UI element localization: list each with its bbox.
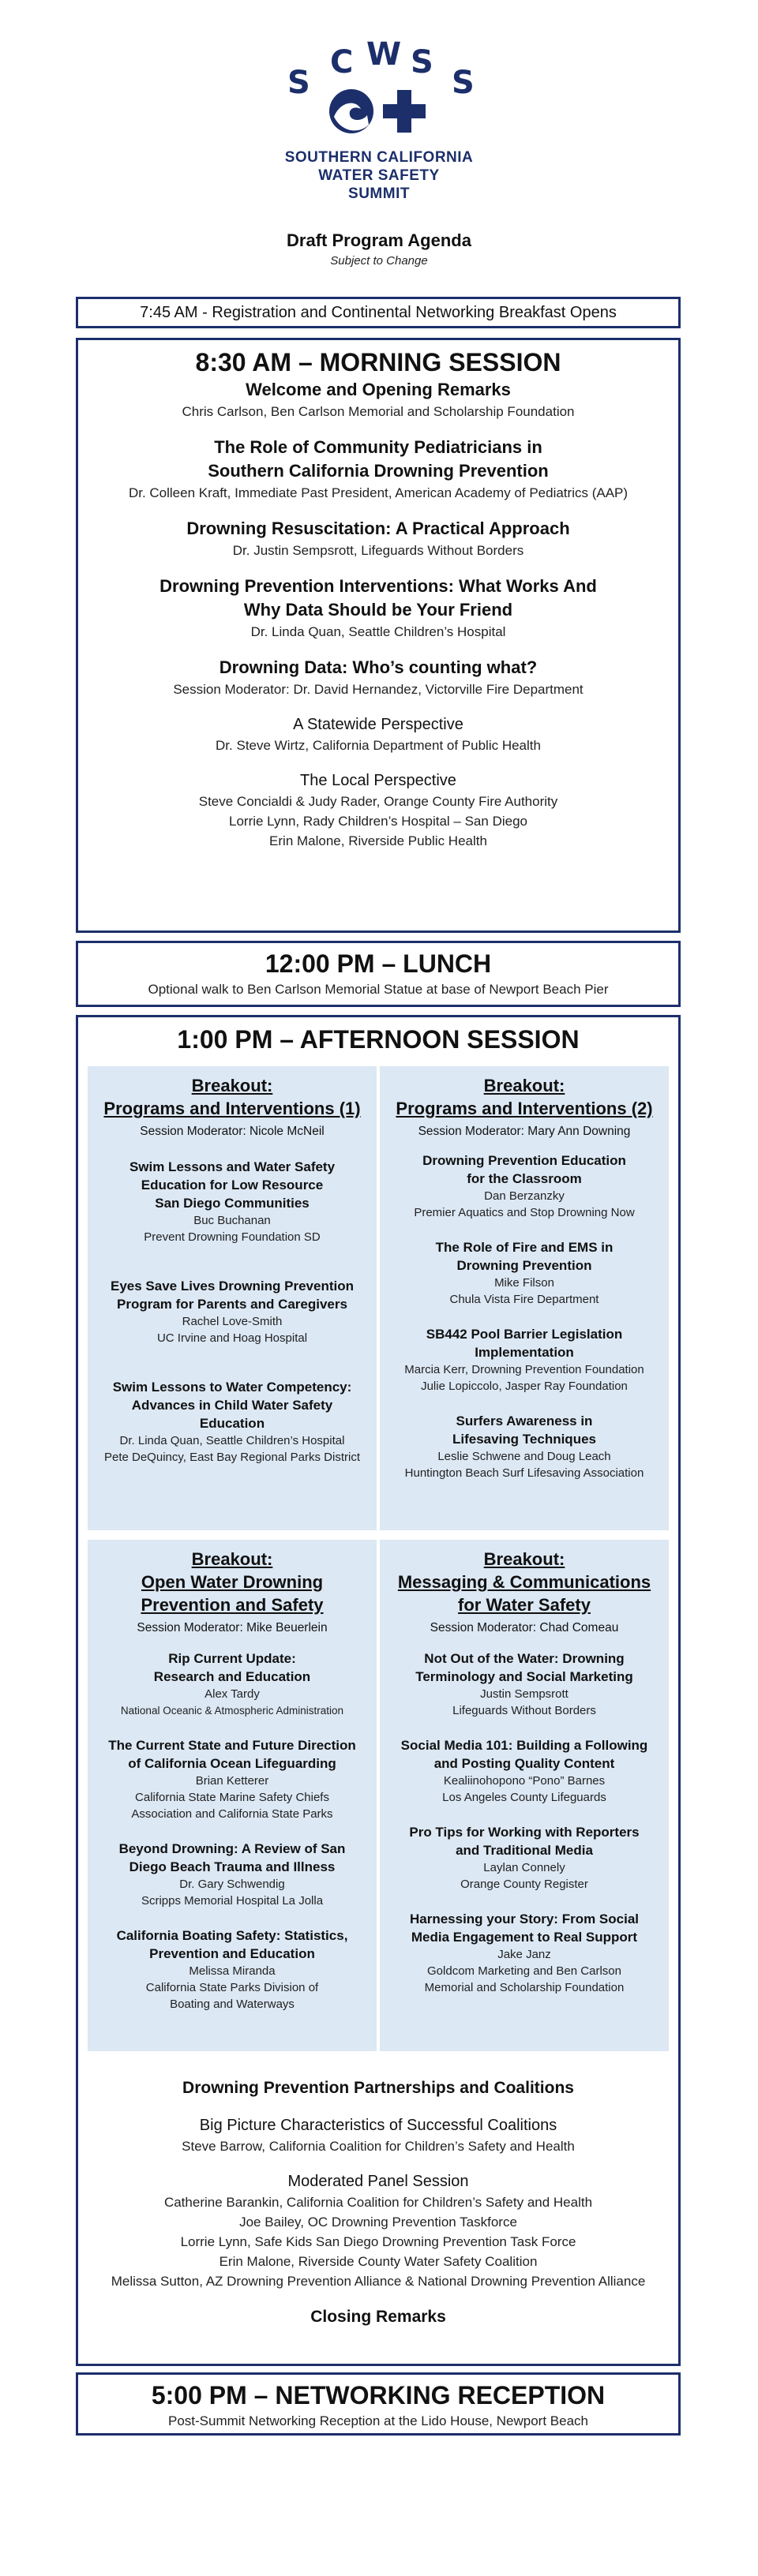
panel-talk-title: Beyond Drowning: A Review of San	[118, 1841, 346, 1856]
panel-talk-title: Advances in Child Water Safety	[131, 1398, 333, 1413]
panel-heading: Breakout:	[483, 1076, 565, 1095]
reception-session	[76, 2372, 681, 2436]
panel-speaker: Leslie Schwene and Doug Leach	[437, 1450, 611, 1463]
talk-speaker: Dr. Linda Quan, Seattle Children’s Hospital	[250, 624, 506, 639]
panel-talk-title: Pro Tips for Working with Reporters	[409, 1825, 640, 1840]
talk-speaker: Catherine Barankin, California Coalition for Children’s Safety and Health	[163, 2195, 593, 2210]
talk-speaker: Lorrie Lynn, Safe Kids San Diego Drowning Prevention Task Force	[180, 2234, 576, 2249]
panel-talk-title: Drowning Prevention	[456, 1258, 592, 1273]
panel-heading: for Water Safety	[458, 1595, 591, 1615]
panel-moderator: Session Moderator: Mary Ann Downing	[418, 1125, 631, 1138]
panel-talk-title: Education for Low Resource	[141, 1178, 324, 1193]
subtalk	[78, 713, 678, 755]
talk-speaker: Erin Malone, Riverside County Water Safety Coalition	[219, 2254, 538, 2269]
panel-heading: Open Water Drowning	[141, 1572, 324, 1592]
subtalk-title: Moderated Panel Session	[287, 2173, 469, 2190]
breakout-panel	[380, 1066, 669, 1530]
panel-speaker: Jake Janz	[497, 1948, 551, 1961]
panel-speaker: California State Parks Division of	[145, 1981, 319, 1994]
talk-speaker: Dr. Colleen Kraft, Immediate Past President, American Academy of Pediatrics (AAP)	[128, 485, 629, 500]
logo-letter: S	[287, 65, 310, 101]
partnerships-section	[78, 2076, 678, 2329]
panel-speaker: Pete DeQuincy, East Bay Regional Parks District	[103, 1451, 361, 1464]
talk	[78, 656, 678, 699]
talk	[78, 517, 678, 560]
panel-moderator: Session Moderator: Nicole McNeil	[140, 1125, 325, 1138]
panel-heading: Breakout:	[191, 1549, 273, 1569]
panel-talk-title: Diego Beach Trauma and Illness	[129, 1859, 336, 1874]
talk-speaker: Melissa Sutton, AZ Drowning Prevention Alliance & National Drowning Prevention Alliance	[111, 2274, 646, 2289]
panel-speaker: Mike Filson	[494, 1276, 554, 1290]
panel-talk-title: Rip Current Update:	[168, 1651, 296, 1666]
talk-title: Drowning Data: Who’s counting what?	[219, 657, 538, 677]
panel-speaker: Boating and Waterways	[170, 1998, 295, 2011]
logo-name-line: WATER SAFETY	[318, 167, 440, 184]
summit-logo	[261, 30, 497, 203]
panel-speaker: Association and California State Parks	[131, 1807, 333, 1821]
panel-speaker: Huntington Beach Surf Lifesaving Association	[404, 1466, 644, 1480]
panel-talk-title: Harnessing your Story: From Social	[409, 1911, 639, 1926]
logo-letter: S	[411, 44, 433, 80]
panel-talk-title: Swim Lessons to Water Competency:	[112, 1380, 352, 1395]
panel-heading: Programs and Interventions (1)	[103, 1099, 361, 1118]
logo-letters	[261, 30, 497, 117]
talk-title: Drowning Prevention Interventions: What Works And	[159, 576, 597, 596]
talk-title: The Role of Community Pediatricians in	[214, 437, 542, 457]
panel-talk-title: California Boating Safety: Statistics,	[116, 1928, 348, 1943]
panel-moderator: Session Moderator: Chad Comeau	[430, 1621, 619, 1634]
session-note: Optional walk to Ben Carlson Memorial Statue at base of Newport Beach Pier	[148, 982, 609, 997]
panel-talk-title: and Posting Quality Content	[433, 1756, 615, 1771]
panel-speaker: Lifeguards Without Borders	[452, 1704, 596, 1717]
panel-speaker: Marcia Kerr, Drowning Prevention Foundation	[404, 1363, 644, 1376]
logo-name-line: SUMMIT	[348, 185, 410, 202]
talk	[78, 436, 678, 503]
panel-talk-title: Social Media 101: Building a Following	[400, 1738, 648, 1753]
session-heading: 5:00 PM – NETWORKING RECEPTION	[151, 2381, 606, 2409]
panel-talk-title: SB442 Pool Barrier Legislation	[426, 1327, 623, 1342]
talk-speaker: Lorrie Lynn, Rady Children’s Hospital – San Diego	[229, 814, 527, 829]
talk-speaker: Erin Malone, Riverside Public Health	[269, 833, 487, 848]
talk-title: Welcome and Opening Remarks	[246, 380, 511, 399]
panel-talk-title: Education	[199, 1416, 265, 1431]
talk-speaker: Steve Concialdi & Judy Rader, Orange County Fire Authority	[198, 794, 558, 809]
panel-speaker: Laylan Connely	[483, 1861, 565, 1874]
breakout-panel	[88, 1066, 377, 1530]
panel-speaker: Scripps Memorial Hospital La Jolla	[141, 1894, 324, 1908]
talk-speaker: Joe Bailey, OC Drowning Prevention Taskforce	[239, 2215, 517, 2230]
panel-talk-title: The Current State and Future Direction	[108, 1738, 356, 1753]
logo-letter: S	[452, 65, 475, 101]
subtalk	[78, 769, 678, 851]
panel-talk-title: for the Classroom	[467, 1171, 582, 1186]
talk-title: Drowning Resuscitation: A Practical Approach	[186, 519, 570, 538]
talk-speaker: Dr. Justin Sempsrott, Lifeguards Without Borders	[232, 543, 524, 558]
panel-speaker: Dan Berzanzky	[484, 1189, 565, 1203]
subtalk-title: Big Picture Characteristics of Successful Coalitions	[199, 2117, 557, 2134]
panel-talk-title: Terminology and Social Marketing	[415, 1669, 633, 1684]
panel-speaker: Dr. Gary Schwendig	[179, 1878, 285, 1891]
panel-speaker: Prevent Drowning Foundation SD	[144, 1230, 321, 1244]
panel-talk-title: Eyes Save Lives Drowning Prevention	[110, 1279, 354, 1294]
panel-heading: Programs and Interventions (2)	[396, 1099, 653, 1118]
panel-speaker: Los Angeles County Lifeguards	[442, 1791, 606, 1804]
session-note: Post-Summit Networking Reception at the Lido House, Newport Beach	[168, 2413, 588, 2428]
talk-speaker: Chris Carlson, Ben Carlson Memorial and Scholarship Foundation	[182, 404, 575, 419]
panel-speaker: Chula Vista Fire Department	[449, 1293, 599, 1306]
panel-heading: Breakout:	[483, 1549, 565, 1569]
panel-speaker: California State Marine Safety Chiefs	[135, 1791, 329, 1804]
wave-cross-icon	[320, 85, 438, 137]
logo-letter: W	[366, 36, 402, 73]
panel-talk-title: Research and Education	[153, 1669, 311, 1684]
panel-speaker: National Oceanic & Atmospheric Administration	[120, 1705, 344, 1717]
panel-talk-title: of California Ocean Lifeguarding	[128, 1756, 336, 1771]
subtalk-title: A Statewide Perspective	[293, 716, 463, 733]
panel-talk-title: Media Engagement to Real Support	[411, 1930, 638, 1945]
panel-speaker: Brian Ketterer	[195, 1774, 269, 1788]
breakout-panel	[380, 1540, 669, 2051]
panel-talk-title: Prevention and Education	[149, 1946, 315, 1961]
panel-talk-title: Not Out of the Water: Drowning	[424, 1651, 625, 1666]
panel-talk-title: and Traditional Media	[456, 1843, 593, 1858]
breakout-panel	[88, 1540, 377, 2051]
document-header	[0, 230, 758, 268]
closing-remarks: Closing Remarks	[310, 2308, 446, 2326]
panel-speaker: Dr. Linda Quan, Seattle Children’s Hospital	[119, 1434, 345, 1447]
panel-speaker: Melissa Miranda	[189, 1964, 276, 1978]
talk-speaker: Steve Barrow, California Coalition for Children’s Safety and Health	[182, 2139, 575, 2154]
panel-speaker: Orange County Register	[460, 1878, 588, 1891]
panel-speaker: Justin Sempsrott	[480, 1687, 568, 1701]
talk-title: Why Data Should be Your Friend	[243, 600, 513, 620]
page-title: Draft Program Agenda	[287, 230, 471, 250]
talk-title: Southern California Drowning Prevention	[208, 461, 549, 481]
session-heading: 8:30 AM – MORNING SESSION	[195, 348, 561, 376]
panel-speaker: UC Irvine and Hoag Hospital	[156, 1331, 308, 1345]
session-heading: 1:00 PM – AFTERNOON SESSION	[177, 1025, 580, 1054]
lunch-session	[76, 941, 681, 1007]
panel-talk-title: Lifesaving Techniques	[452, 1432, 596, 1447]
logo-name-line: SOUTHERN CALIFORNIA	[284, 149, 474, 166]
talk-speaker: Dr. Steve Wirtz, California Department of Public Health	[216, 738, 541, 753]
talk	[78, 575, 678, 642]
logo-letter: C	[330, 44, 354, 80]
talk	[78, 378, 678, 421]
panel-speaker: Goldcom Marketing and Ben Carlson	[427, 1964, 621, 1978]
panel-heading: Breakout:	[191, 1076, 273, 1095]
panel-talk-title: Drowning Prevention Education	[422, 1153, 626, 1168]
subtalk-title: The Local Perspective	[300, 772, 456, 789]
logo-name	[261, 148, 497, 203]
session-heading: 12:00 PM – LUNCH	[265, 949, 492, 978]
talk-speaker: Session Moderator: Dr. David Hernandez, Victorville Fire Department	[173, 682, 584, 697]
panel-talk-title: The Role of Fire and EMS in	[435, 1240, 614, 1255]
panel-speaker: Rachel Love-Smith	[182, 1315, 283, 1328]
panel-speaker: Buc Buchanan	[193, 1214, 271, 1227]
panel-heading: Prevention and Safety	[141, 1595, 324, 1615]
registration-box: 7:45 AM - Registration and Continental Networking Breakfast Opens	[76, 297, 681, 328]
panel-moderator: Session Moderator: Mike Beuerlein	[137, 1621, 328, 1634]
panel-talk-title: San Diego Communities	[155, 1196, 310, 1211]
afternoon-session	[76, 1015, 681, 2366]
panel-speaker: Kealiinohopono “Pono” Barnes	[443, 1774, 606, 1788]
panel-talk-title: Surfers Awareness in	[456, 1413, 593, 1428]
panel-speaker: Julie Lopiccolo, Jasper Ray Foundation	[421, 1380, 628, 1393]
panel-speaker: Memorial and Scholarship Foundation	[424, 1981, 625, 1994]
panel-talk-title: Program for Parents and Caregivers	[117, 1297, 347, 1312]
panel-heading: Messaging & Communications	[397, 1572, 651, 1592]
partnerships-title: Drowning Prevention Partnerships and Coalitions	[182, 2079, 574, 2097]
panel-speaker: Alex Tardy	[205, 1687, 260, 1701]
morning-session	[76, 338, 681, 933]
panel-talk-title: Swim Lessons and Water Safety	[129, 1159, 336, 1174]
panel-talk-title: Implementation	[475, 1345, 574, 1360]
page-subtitle: Subject to Change	[330, 254, 428, 268]
panel-speaker: Premier Aquatics and Stop Drowning Now	[414, 1206, 635, 1219]
